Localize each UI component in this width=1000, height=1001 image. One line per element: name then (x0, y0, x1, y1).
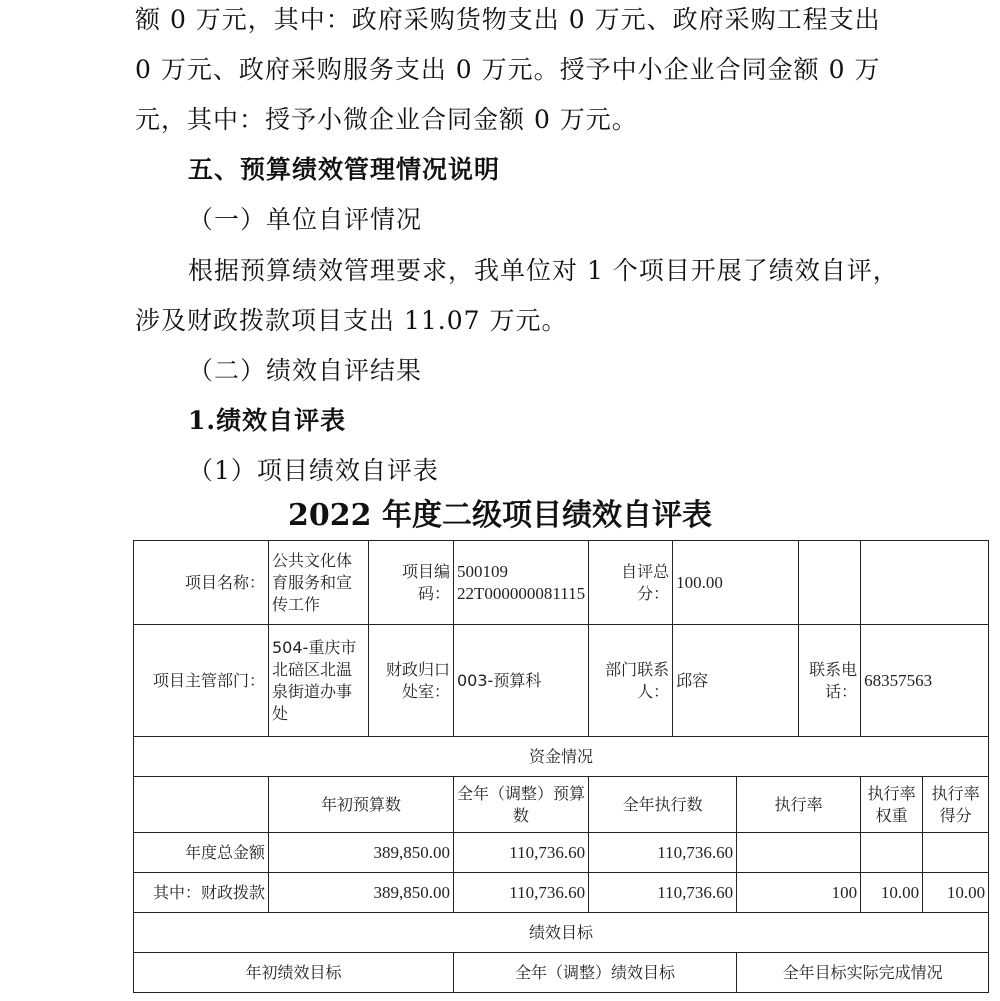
empty-cell (923, 833, 989, 873)
col-executed: 全年执行数 (589, 777, 737, 833)
evaluation-table (133, 540, 989, 993)
row-fin-rate: 100 (737, 873, 861, 913)
table-row (134, 953, 989, 993)
phone-value: 68357563 (861, 625, 989, 737)
col-rate: 执行率 (737, 777, 861, 833)
row-total-label: 年度总金额 (134, 833, 269, 873)
paragraph-line-1: 额 0 万元，其中：政府采购货物支出 0 万元、政府采购工程支出 (135, 5, 881, 34)
subsection-self-evaluation: （一）单位自评情况 (188, 205, 423, 234)
contact-value: 邱容 (673, 625, 799, 737)
empty-cell (134, 777, 269, 833)
self-score-value: 100.00 (673, 541, 799, 625)
subsection-project-table: （1）项目绩效自评表 (188, 456, 439, 485)
empty-cell (861, 833, 923, 873)
project-code-label: 项目编码： (369, 541, 454, 625)
finance-office-value: 003-预算科 (454, 625, 589, 737)
col-adjusted-budget: 全年（调整）预算数 (454, 777, 589, 833)
table-row (134, 913, 989, 953)
perf-header: 绩效目标 (134, 913, 989, 953)
col-weight: 执行率权重 (861, 777, 923, 833)
row-fin-weight: 10.00 (861, 873, 923, 913)
row-fin-executed: 110,736.60 (589, 873, 737, 913)
table-row (134, 777, 989, 833)
row-fin-initial: 389,850.00 (269, 873, 454, 913)
project-code-value: 500109 22T000000081115 (454, 541, 589, 625)
contact-label: 部门联系人： (589, 625, 673, 737)
phone-label: 联系电话： (799, 625, 861, 737)
row-total-executed: 110,736.60 (589, 833, 737, 873)
section-title: 五、预算绩效管理情况说明 (188, 155, 501, 184)
row-fin-score: 10.00 (923, 873, 989, 913)
perf-actual: 全年目标实际完成情况 (737, 953, 989, 993)
table-row (134, 833, 989, 873)
row-fin-adjusted: 110,736.60 (454, 873, 589, 913)
row-total-adjusted: 110,736.60 (454, 833, 589, 873)
empty-cell (799, 541, 861, 625)
table-row (134, 737, 989, 777)
paragraph-line-2: 0 万元、政府采购服务支出 0 万元。授予中小企业合同金额 0 万 (135, 55, 881, 84)
finance-office-label: 财政归口处室： (369, 625, 454, 737)
paragraph-line-3: 元，其中：授予小微企业合同金额 0 万元。 (135, 105, 638, 134)
paragraph2-line-1: 根据预算绩效管理要求，我单位对 1 个项目开展了绩效自评， (188, 256, 899, 285)
empty-cell (861, 541, 989, 625)
empty-cell (737, 833, 861, 873)
table-row (134, 625, 989, 737)
self-score-label: 自评总分： (589, 541, 673, 625)
col-initial-budget: 年初预算数 (269, 777, 454, 833)
project-name-value: 公共文化体育服务和宣传工作 (269, 541, 369, 625)
funds-header: 资金情况 (134, 737, 989, 777)
dept-label: 项目主管部门： (134, 625, 269, 737)
paragraph2-line-2: 涉及财政拨款项目支出 11.07 万元。 (135, 306, 568, 335)
row-fin-label: 其中：财政拨款 (134, 873, 269, 913)
dept-value: 504-重庆市北碚区北温泉街道办事处 (269, 625, 369, 737)
col-score: 执行率得分 (923, 777, 989, 833)
table-title: 2022 年度二级项目绩效自评表 (288, 498, 712, 533)
project-name-label: 项目名称： (134, 541, 269, 625)
perf-initial: 年初绩效目标 (134, 953, 454, 993)
row-total-initial: 389,850.00 (269, 833, 454, 873)
perf-adjusted: 全年（调整）绩效目标 (454, 953, 737, 993)
table-row (134, 541, 989, 625)
table-row (134, 873, 989, 913)
subsection-results: （二）绩效自评结果 (188, 356, 423, 385)
subsection-table: 1.绩效自评表 (188, 406, 347, 435)
